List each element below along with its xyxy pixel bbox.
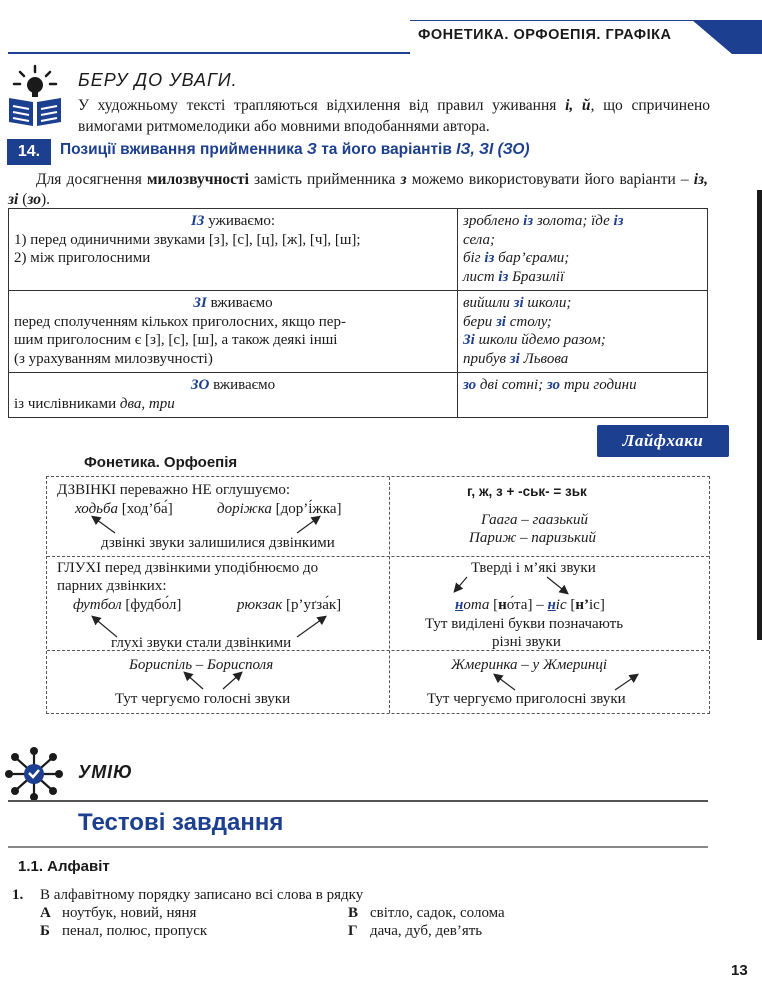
attention-text-end: , що спричинено вимогами ритмомелодики або мовними вподобаннями автора. bbox=[78, 97, 710, 135]
answer-option-d[interactable]: Г дача, дуб, дев’ять bbox=[348, 923, 483, 939]
rule-head bbox=[14, 212, 452, 231]
rule-key: ЗІ bbox=[193, 295, 207, 311]
rule-key-after: вживаємо bbox=[206, 295, 273, 311]
example-line: зроблено із золота; їде із bbox=[463, 213, 624, 229]
example-line: біг із бар’єрами; bbox=[463, 250, 570, 266]
rule-cell bbox=[9, 209, 458, 291]
section-title-middle: та його варіантів bbox=[316, 141, 457, 158]
rule-line: 1) перед одиничними звуками [з], [с], [ц], [ж], [ч], [ш]; bbox=[14, 231, 361, 248]
answer-option-a[interactable]: А ноутбук, новий, няня bbox=[40, 905, 197, 921]
lifehack-voiceless-rule: парних дзвінких: bbox=[57, 578, 167, 594]
lifehacks-title: Фонетика. Орфоепія bbox=[84, 454, 238, 471]
tests-title: Тестові завдання bbox=[78, 809, 284, 836]
example-line: лист із Бразилії bbox=[463, 268, 565, 285]
section-title-variants: ІЗ, ЗІ (ЗО) bbox=[456, 141, 530, 158]
rule-line: із числівниками два, три bbox=[14, 395, 175, 412]
network-check-icon bbox=[4, 746, 64, 802]
rule-cell bbox=[9, 291, 458, 373]
example-line: прибув зі Львова bbox=[463, 350, 569, 367]
tests-rule bbox=[8, 846, 708, 848]
subsection-title: 1.1. Алфавіт bbox=[18, 858, 110, 875]
lifehack-voiceless-rule: ГЛУХІ перед дзвінкими уподібнюємо до bbox=[57, 560, 319, 576]
lifehack-example: доріжка [дор’і́жка] bbox=[217, 501, 342, 517]
intro-part: замість прийменника bbox=[248, 171, 401, 188]
example-line: зо дві сотні; зо три години bbox=[463, 377, 637, 393]
attention-title: БЕРУ ДО УВАГИ. bbox=[78, 70, 238, 90]
lifehack-suffix-rule: г, ж, з + -ськ- = зьк bbox=[467, 484, 587, 499]
rule-key-after: уживаємо: bbox=[204, 213, 276, 229]
skills-rule bbox=[8, 800, 708, 802]
attention-text-start: У художньому тексті трапляються відхилення від правил уживання bbox=[78, 97, 566, 114]
table-row bbox=[9, 209, 708, 291]
lifehack-example: футбол [фудбо́л] bbox=[73, 597, 182, 613]
rule-key-after: вживаємо bbox=[209, 377, 276, 393]
intro-bold: милозвучності bbox=[146, 171, 249, 188]
running-header-title: ФОНЕТИКА. ОРФОЕПІЯ. ГРАФІКА bbox=[418, 27, 672, 43]
skills-title: УМІЮ bbox=[78, 762, 133, 782]
lifehack-example: ходьба [ход’ба́] bbox=[75, 501, 173, 517]
table-row bbox=[9, 291, 708, 373]
answer-option-b[interactable]: Б пенал, полюс, пропуск bbox=[40, 923, 208, 939]
lifehack-voiced-rule: ДЗВІНКІ переважно НЕ оглушуємо: bbox=[57, 482, 290, 498]
intro-z: з bbox=[400, 171, 407, 188]
rule-cell bbox=[9, 373, 458, 418]
example-line: вийшли зі школи; bbox=[463, 295, 572, 311]
rule-key: ЗО bbox=[190, 377, 210, 393]
attention-text bbox=[78, 95, 710, 137]
lifehack-note: глухі звуки стали дзвінкими bbox=[111, 635, 292, 651]
rule-line: шим приголосним є [з], [с], [ш], а також деякі інші bbox=[14, 332, 338, 348]
question-number: 1. bbox=[12, 887, 24, 903]
section-title-z: З bbox=[306, 141, 317, 158]
rule-line: 2) між приголосними bbox=[14, 250, 151, 266]
section-title bbox=[60, 141, 530, 159]
lifehacks-grid bbox=[46, 476, 710, 714]
intro-part: ( bbox=[18, 191, 28, 208]
example-cell bbox=[458, 209, 708, 291]
attention-letters: і, й bbox=[565, 97, 591, 114]
lifehack-note: Тут чергуємо голосні звуки bbox=[115, 691, 291, 707]
lifehack-hard-soft-title: Тверді і м’які звуки bbox=[471, 560, 596, 576]
section-intro bbox=[8, 170, 708, 210]
lifehacks-badge: Лайфхаки bbox=[597, 425, 729, 457]
lifehack-note: Тут чергуємо приголосні звуки bbox=[427, 691, 626, 707]
rule-head bbox=[14, 376, 452, 395]
lifehack-example: Жмеринка – у Жмеринці bbox=[451, 657, 608, 673]
lifehack-note: різні звуки bbox=[492, 634, 561, 650]
example-line: Зі школи йдемо разом; bbox=[463, 332, 606, 348]
intro-part: Для досягнення bbox=[36, 171, 147, 188]
intro-variants: із, зі bbox=[8, 171, 708, 208]
page-number: 13 bbox=[731, 962, 748, 979]
lifehack-example: Бориспіль – Борисполя bbox=[129, 657, 274, 673]
example-cell bbox=[458, 291, 708, 373]
rule-head bbox=[14, 294, 452, 313]
intro-part: можемо використовувати його варіанти – bbox=[406, 171, 694, 188]
lifehack-example: Париж – паризький bbox=[469, 530, 596, 546]
lifehack-example: Гаага – гаазький bbox=[481, 512, 589, 528]
lifehack-example: рюкзак [р’уґза́к] bbox=[237, 597, 342, 613]
section-title-prefix: Позиції вживання прийменника bbox=[60, 141, 307, 158]
lifehack-note: дзвінкі звуки залишилися дзвінкими bbox=[101, 535, 335, 551]
example-line: села; bbox=[463, 231, 495, 248]
example-cell bbox=[458, 373, 708, 418]
intro-zo: зо bbox=[27, 191, 41, 208]
lightbulb-book-icon bbox=[6, 64, 64, 128]
rule-line: перед сполученням кількох приголосних, якщо пер- bbox=[14, 313, 346, 330]
section-number: 14. bbox=[7, 139, 51, 165]
question-text: В алфавітному порядку записано всі слова в рядку bbox=[40, 887, 364, 903]
example-line: бери зі столу; bbox=[463, 313, 552, 330]
table-row bbox=[9, 373, 708, 418]
header-corner-shape bbox=[692, 20, 762, 54]
page-edge-bar bbox=[757, 190, 762, 640]
answer-option-c[interactable]: В світло, садок, солома bbox=[348, 905, 505, 921]
lifehack-example: нота [но́та] – ніс [н’іс] bbox=[455, 597, 605, 613]
intro-part: ). bbox=[41, 191, 51, 208]
lifehack-note: Тут виділені букви позначають bbox=[425, 616, 624, 632]
preposition-rules-table bbox=[8, 208, 708, 418]
rule-line: (з урахуванням милозвучності) bbox=[14, 350, 213, 367]
rule-key: ІЗ bbox=[190, 213, 205, 229]
